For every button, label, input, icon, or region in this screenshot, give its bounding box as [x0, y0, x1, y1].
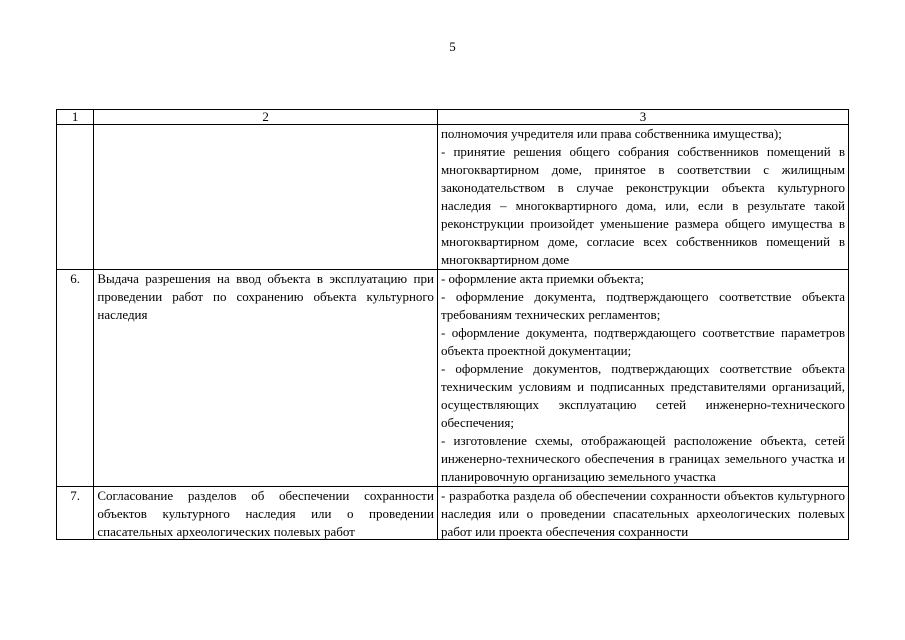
table-row — [57, 125, 849, 270]
action-item: - оформление документов, подтверждающих соответствие объекта техническим условиям и подписанных представителями организаций, осуществляющих эксплуатацию сетей инженерно-технического обеспечения; — [440, 361, 845, 430]
header-cell-1: 1 — [57, 110, 94, 125]
action-item: - разработка раздела об обеспечении сохранности объектов культурного наследия или о проведении спасательных археологических полевых работ или проекта обеспечения сохранности — [440, 488, 845, 539]
header-cell-2: 2 — [94, 110, 438, 125]
action-item: - изготовление схемы, отображающей расположение объекта, сетей инженерно-технического обеспечения в границах земельного участка и планировочную организацию земельного участка — [440, 433, 845, 484]
action-item: - оформление акта приемки объекта; — [440, 271, 645, 286]
table-row — [57, 270, 849, 487]
service-name-cell — [94, 125, 438, 270]
actions-cell — [437, 270, 848, 487]
service-name: Согласование разделов об обеспечении сохранности объектов культурного наследия или о проведении спасательных археологических полевых работ — [97, 488, 434, 539]
action-item: - оформление документа, подтверждающего соответствие параметров объекта проектной документации; — [440, 325, 845, 358]
clipped-content — [97, 487, 434, 539]
clipped-content — [441, 487, 845, 539]
table-row — [57, 487, 849, 540]
action-item: - принятие решения общего собрания собственников помещений в многоквартирном доме, принятое в соответствии с жилищным законодательством в случае реконструкции объекта культурного наследия – многоквартирного дома, или, если в результате такой реконструкции произойдет уменьшение размера общего имущества в многоквартирном доме, согласие всех собственников помещений в многоквартирном доме — [440, 144, 845, 267]
header-cell-3: 3 — [437, 110, 848, 125]
action-item: полномочия учредителя или права собственника имущества); — [440, 126, 782, 141]
services-table — [56, 109, 849, 540]
page-number: 5 — [449, 39, 456, 54]
row-number: 7. — [57, 487, 94, 540]
actions-cell — [437, 487, 848, 540]
table-header-row — [57, 110, 849, 125]
service-name-cell — [94, 487, 438, 540]
actions-cell — [437, 125, 848, 270]
service-name: Выдача разрешения на ввод объекта в эксплуатацию при проведении работ по сохранению объекта культурного наследия — [97, 271, 434, 322]
row-number: 6. — [57, 270, 94, 487]
action-item: - оформление документа, подтверждающего соответствие объекта требованиям технических регламентов; — [440, 289, 845, 322]
row-number — [57, 125, 94, 270]
service-name-cell — [94, 270, 438, 487]
